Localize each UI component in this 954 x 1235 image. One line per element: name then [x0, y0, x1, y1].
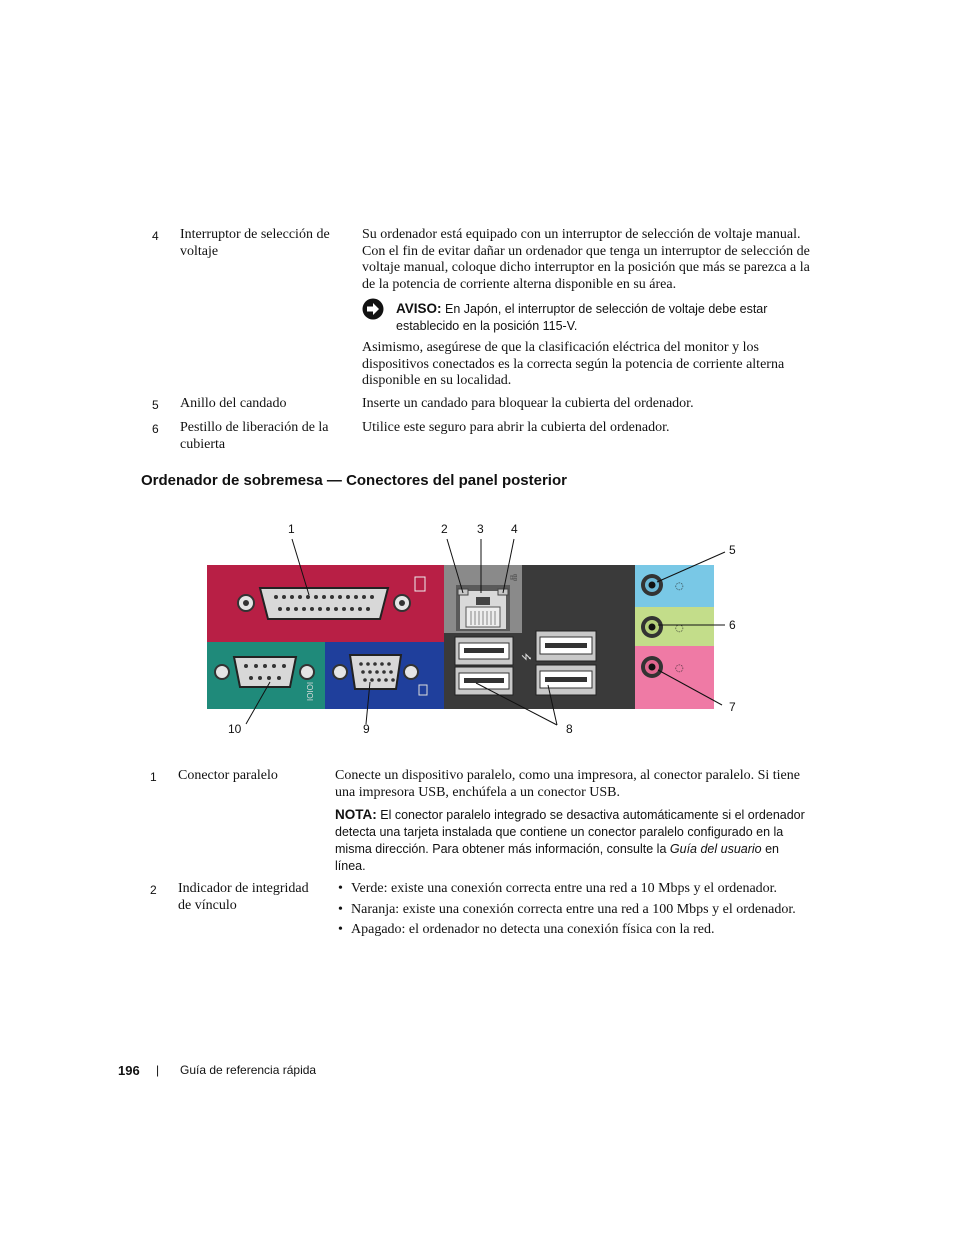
- svg-text:品: 品: [511, 574, 518, 581]
- row-description: Conecte un dispositivo paralelo, como una impresora, al conector paralelo. Si tiene una impresora USB, enchúfela a un conector USB.: [335, 768, 800, 800]
- row-name: Indicador de integridad de vínculo: [178, 881, 309, 913]
- row-number: 2: [150, 883, 157, 897]
- callout-label: 4: [511, 522, 518, 536]
- note-body-end: en línea.: [335, 842, 780, 873]
- callout-label: 3: [477, 522, 484, 536]
- svg-text:◌: ◌: [675, 581, 684, 592]
- svg-text:◌: ◌: [675, 623, 684, 634]
- row-name: Pestillo de liberación de la cubierta: [180, 420, 329, 452]
- notice-text: [396, 300, 816, 335]
- notice-icon: [362, 298, 384, 320]
- callout-label: 9: [363, 722, 370, 736]
- svg-text:⭍: ⭍: [522, 652, 533, 661]
- callout-label: 10: [228, 722, 242, 736]
- list-item: • Verde: existe una conexión correcta entre una red a 10 Mbps y el ordenador.: [335, 881, 815, 898]
- section-heading: Ordenador de sobremesa — Conectores del panel posterior: [141, 472, 567, 489]
- microphone-panel: [635, 646, 714, 709]
- notice-label: AVISO:: [396, 301, 442, 316]
- page-number: 196: [118, 1063, 140, 1078]
- svg-text:◌: ◌: [675, 663, 684, 674]
- callout-label: 2: [441, 522, 448, 536]
- note-italic: Guía del usuario: [669, 842, 762, 856]
- note-label: NOTA:: [335, 807, 377, 822]
- notice-body: En Japón, el interruptor de selección de voltaje debe estar establecido en la posición 115-V.: [396, 302, 768, 333]
- note-text: [335, 806, 811, 875]
- row-name: Interruptor de selección de voltaje: [180, 227, 330, 259]
- list-item: • Apagado: el ordenador no detecta una conexión física con la red.: [335, 922, 815, 939]
- callout-label: 6: [729, 618, 736, 632]
- footer-title: Guía de referencia rápida: [180, 1063, 317, 1077]
- row-number: 4: [152, 229, 159, 243]
- row-description: Inserte un candado para bloquear la cubierta del ordenador.: [362, 396, 694, 411]
- row-name: Anillo del candado: [180, 396, 287, 411]
- row-number: 1: [150, 770, 157, 784]
- row-number: 6: [152, 422, 159, 436]
- footer-separator: |: [156, 1063, 160, 1077]
- callout-label: 1: [288, 522, 295, 536]
- list-item: • Naranja: existe una conexión correcta entre una red a 100 Mbps y el ordenador.: [335, 902, 815, 919]
- note-body: El conector paralelo integrado se desactiva automáticamente si el ordenador detecta una tarjeta instalada que contiene un conector paralelo configurado en la misma dirección. Para obtener más información, consulte la: [335, 808, 805, 856]
- row-description: Utilice este seguro para abrir la cubierta del ordenador.: [362, 420, 670, 435]
- row-description: Su ordenador está equipado con un interruptor de selección de voltaje manual. Con el fin de evitar dañar un ordenador que tenga un interruptor de selección de voltaje manual, coloque dicho interruptor en la posición que más se parezca a la de la potencia de corriente alterna disponible en su área.: [362, 227, 810, 292]
- back-panel-diagram: [200, 515, 760, 745]
- callout-label: 8: [566, 722, 573, 736]
- svg-text:IOIOI: IOIOI: [306, 681, 315, 701]
- callout-label: 7: [729, 700, 736, 714]
- row-name: Conector paralelo: [178, 768, 278, 783]
- row-description-continued: Asimismo, asegúrese de que la clasificación eléctrica del monitor y los dispositivos conectados es la correcta según la potencia de corriente alterna disponible en su localidad.: [362, 340, 785, 388]
- callout-label: 5: [729, 543, 736, 557]
- row-number: 5: [152, 398, 159, 412]
- bullet-list: [335, 881, 815, 943]
